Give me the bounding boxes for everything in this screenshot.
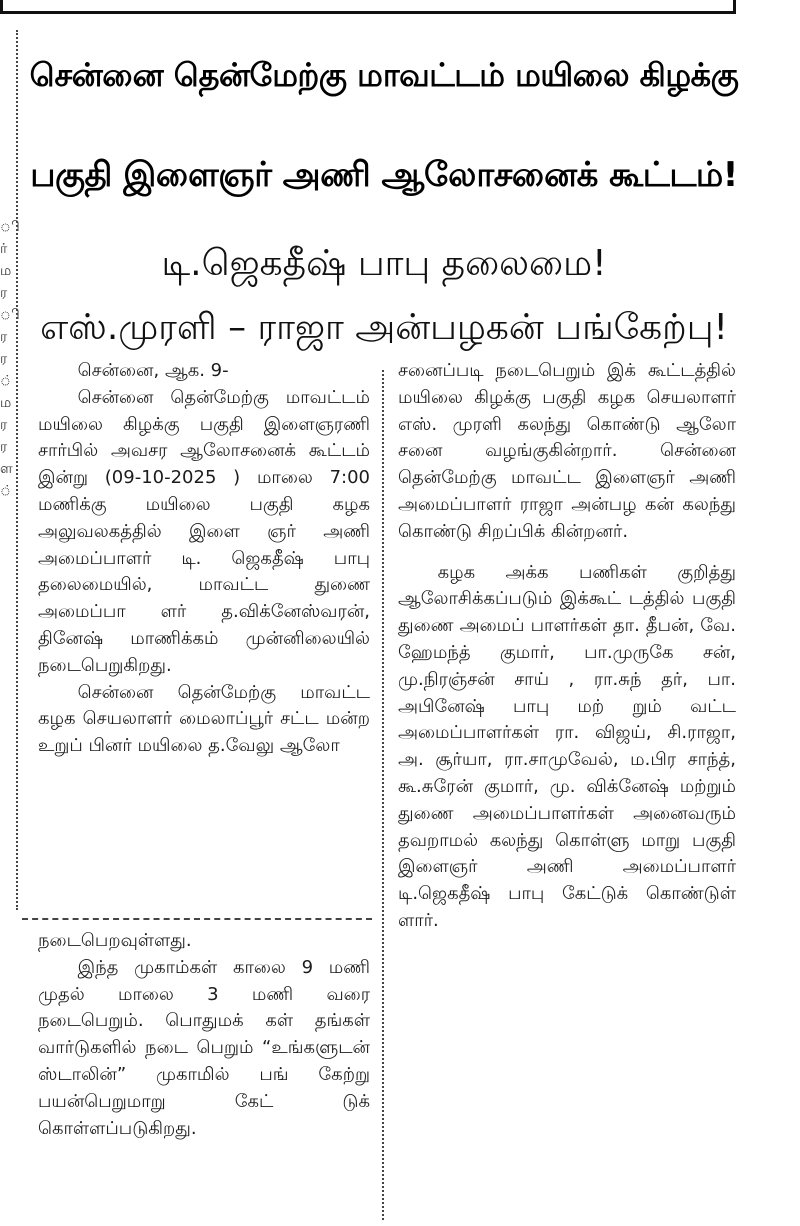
fragment-char: ி <box>0 307 20 323</box>
fragment-char: ி <box>0 219 20 235</box>
subheadline-line-2: எஸ்.முரளி – ராஜா அன்பழகன் பங்கேற்பு! <box>40 307 728 348</box>
fragment-char: ம <box>0 263 12 279</box>
subheadline-line-1: டி.ஜெகதீஷ் பாபு தலைமை! <box>161 243 607 284</box>
article-column-left <box>38 358 370 760</box>
top-border-box <box>0 0 736 14</box>
left-column-rule <box>16 30 18 910</box>
paragraph: சென்னை தென்மேற்கு மாவட்ட கழக செயலாளர் மைலாப்பூர் சட்ட மன்ற உறுப் பினர் மயிலை த.வேலு ஆலோ <box>38 681 370 757</box>
fragment-char: ர <box>0 285 8 301</box>
paragraph: கழக அக்க பணிகள் குறித்து ஆலோசிக்கப்படும் இக்கூட் டத்தில் பகுதி துணை அமைப் பாளர்கள் தா. தீபன், வே. ஹேமந்த் குமார், பா.முருகே சன், மு.நிரஞ்சன் சாய் , ரா.சுந் தர், பா. அபினேஷ் பாபு மற் றும் வட்ட அமைப்பாளர்கள் ரா. விஜய், சி.ராஜா, அ. சூர்யா, ரா.சாமுவேல், ம.பிர சாந்த், கூ.சுரேன் குமார், மு. விக்னேஷ் மற்றும் துணை அமைப்பாளர்கள் அனைவரும் தவறாமல் கலந்து கொள்ளு மாறு பகுதி இளைஞர் அணி அமைப்பாளர் டி.ஜெகதீஷ் பாபு கேட்டுக் கொண்டுள் ளார். <box>398 561 736 931</box>
dateline: சென்னை, ஆக. 9- <box>77 360 229 381</box>
top-blank <box>738 0 800 14</box>
section-divider <box>22 918 372 920</box>
fragment-char: ் <box>0 373 13 389</box>
headline-line-2: பகுதி இளைஞர் அணி ஆலோசனைக் கூட்டம்! <box>30 155 738 195</box>
headline-line-1: சென்னை தென்மேற்கு மாவட்டம் மயிலை கிழக்கு <box>29 56 739 94</box>
fragment-char: ள <box>0 461 13 477</box>
adjacent-article-fragment <box>0 216 20 502</box>
paragraph: சனைப்படி நடைபெறும் இக் கூட்டத்தில் மயிலை கிழக்கு பகுதி கழக செயலாளர் எஸ். முரளி கலந்து கொண்டு ஆலோ சனை வழங்குகின்றார். சென்னை தென்மேற்கு மாவட்ட இளைஞர் அணி அமைப்பாளர் ராஜா அன்பழ கன் கலந்து கொண்டு சிறப்பிக் கின்றனர். <box>398 360 736 542</box>
fragment-char: ர் <box>0 241 8 257</box>
paragraph: சென்னை தென்மேற்கு மாவட்டம் மயிலை கிழக்கு பகுதி இளைஞரணி சார்பில் அவசர ஆலோசனைக் கூட்டம் இன்று (09-10-2025 ) மாலை 7:00 மணிக்கு மயிலை பகுதி கழக அலுவலகத்தில் இளை ஞர் அணி அமைப்பாளர் டி. ஜெகதீஷ் பாபு தலைமையில், மாவட்ட துணை அமைப்பா ளர் த.விக்னேஸ்வரன், தினேஷ் மாணிக்கம் முன்னிலையில் நடைபெறுகிறது. <box>38 386 370 676</box>
paragraph: இந்த முகாம்கள் காலை 9 மணி முதல் மாலை 3 மணி வரை நடைபெறும். பொதுமக் கள் தங்கள் வார்டுகளில் நடை பெறும் “உங்களுடன் ஸ்டாலின்” முகாமில் பங் கேற்று பயன்பெறுமாறு கேட் டுக் கொள்ளப்படுகிறது. <box>38 956 370 1139</box>
fragment-char: ் <box>0 483 13 499</box>
fragment-char: ம <box>0 395 12 411</box>
fragment-char: ர <box>0 417 8 433</box>
fragment-char: ர <box>0 439 8 455</box>
article-column-left-lower <box>38 928 370 1142</box>
fragment-char: ர <box>0 351 8 367</box>
paragraph: நடைபெறவுள்ளது. <box>38 930 192 951</box>
article-column-right <box>398 358 736 935</box>
fragment-char: ர <box>0 329 8 345</box>
center-column-rule <box>382 370 384 1220</box>
